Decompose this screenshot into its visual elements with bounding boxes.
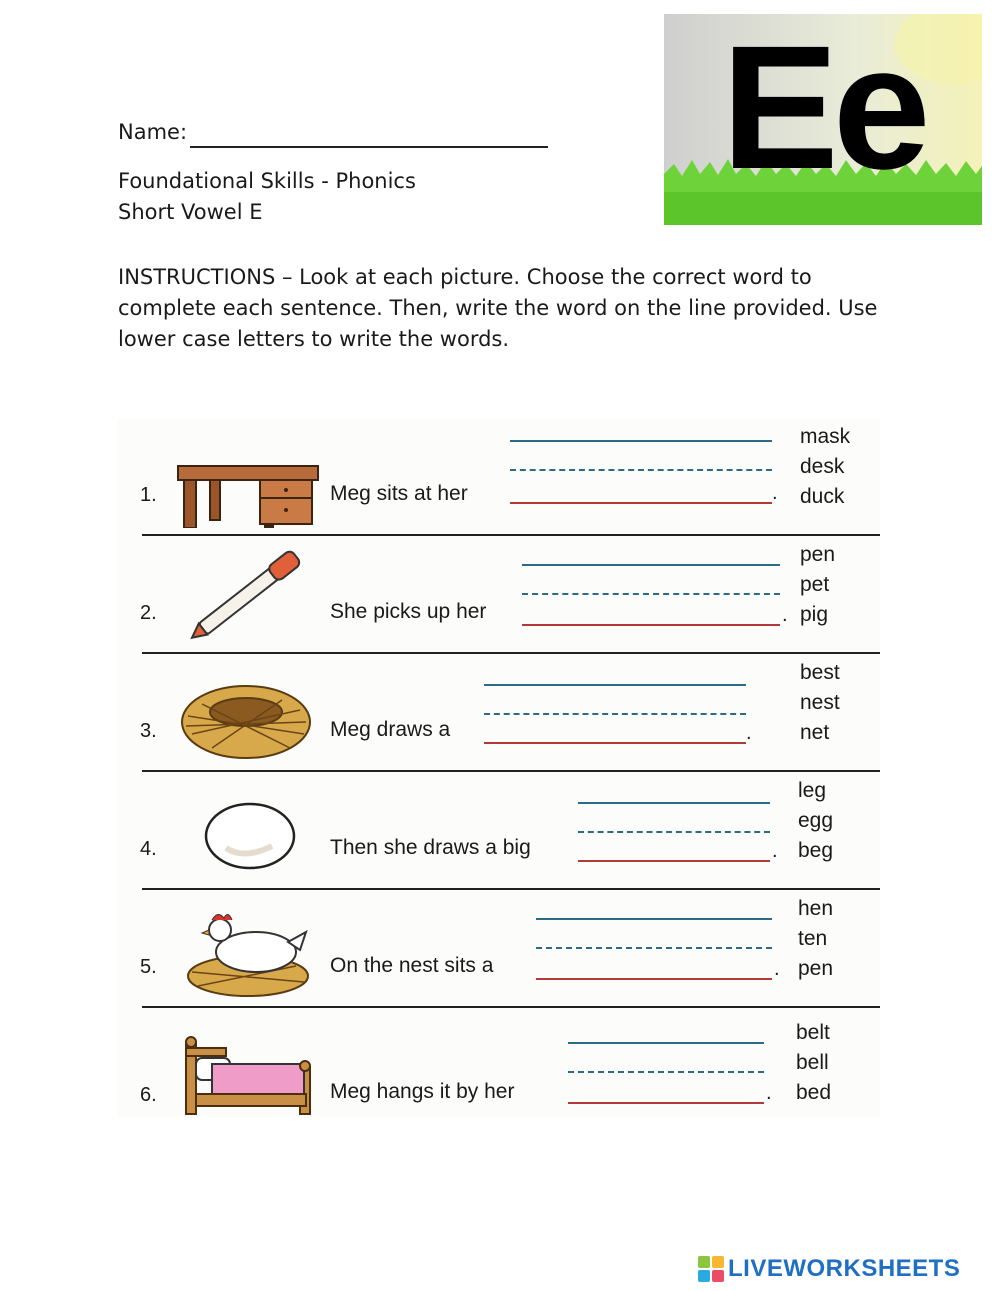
word-choices	[796, 1018, 876, 1108]
word-choice: best	[800, 661, 840, 684]
word-choice: net	[800, 721, 830, 744]
word-choice: nest	[800, 691, 840, 714]
bed-picture	[172, 1018, 322, 1118]
answer-line-2[interactable]	[522, 624, 780, 626]
sentence-text: She picks up her	[330, 600, 487, 623]
word-choice: pen	[800, 543, 836, 566]
answer-guide-mid	[510, 469, 772, 471]
word-choices	[800, 540, 880, 630]
hen-picture	[172, 900, 322, 1000]
liveworksheets-logo-icon	[698, 1256, 724, 1282]
desk-picture	[172, 428, 322, 528]
worksheet-panel	[118, 418, 880, 1118]
answer-guide-top	[568, 1042, 764, 1044]
word-choices	[800, 422, 880, 512]
answer-line-6[interactable]	[568, 1102, 764, 1104]
exercise-row-1: 1. Meg sits at her . mask desk duck	[118, 418, 880, 536]
item-number: 5.	[140, 956, 157, 978]
word-choice: pet	[800, 573, 830, 596]
word-choice: bell	[796, 1051, 829, 1074]
word-choice: duck	[800, 485, 845, 508]
answer-guide-top	[578, 802, 770, 804]
instructions-text: INSTRUCTIONS – Look at each picture. Choose the correct word to complete each sentence. Then, write the word on the line provided. Use lower case letters to write the words.	[118, 265, 878, 351]
item-number: 4.	[140, 838, 157, 860]
name-input-line[interactable]	[190, 146, 548, 148]
subject-title: Foundational Skills - Phonics	[118, 169, 416, 193]
liveworksheets-brand[interactable]	[698, 1254, 960, 1284]
answer-guide-top	[522, 564, 780, 566]
answer-line-4[interactable]	[578, 860, 770, 862]
answer-guide-mid	[568, 1071, 764, 1073]
word-choice: pen	[798, 957, 834, 980]
name-label: Name:	[118, 120, 188, 144]
answer-line-5[interactable]	[536, 978, 772, 980]
brand-name: LIVEWORKSHEETS	[728, 1255, 961, 1282]
word-choice: hen	[798, 897, 834, 920]
sentence-text: Then she draws a big	[330, 836, 531, 859]
word-choices	[800, 658, 880, 748]
answer-guide-top	[536, 918, 772, 920]
big-letter-e: Ee	[721, 14, 925, 206]
answer-guide-mid	[484, 713, 746, 715]
exercise-row-6: 6. Meg hangs it by her . belt bell bed	[118, 1008, 880, 1126]
item-number: 2.	[140, 602, 157, 624]
sentence-text: Meg hangs it by her	[330, 1080, 515, 1103]
item-number: 6.	[140, 1084, 157, 1106]
word-choice: mask	[800, 425, 851, 448]
exercise-row-3: 3. Meg draws a . best nest net	[118, 654, 880, 772]
exercise-row-2: 2. She picks up her . pen pet pig	[118, 536, 880, 654]
word-choice: desk	[800, 455, 845, 478]
nest-picture	[172, 664, 322, 764]
answer-guide-top	[484, 684, 746, 686]
word-choice: beg	[798, 839, 834, 862]
word-choice: ten	[798, 927, 828, 950]
exercise-row-4: 4. Then she draws a big . leg egg beg	[118, 772, 880, 890]
word-choices	[798, 894, 878, 984]
answer-line-3[interactable]	[484, 742, 746, 744]
answer-line-1[interactable]	[510, 502, 772, 504]
word-choice: egg	[798, 809, 834, 832]
topic-title: Short Vowel E	[118, 200, 263, 224]
answer-guide-top	[510, 440, 772, 442]
sentence-text: Meg sits at her	[330, 482, 468, 505]
letter-e-picture	[664, 14, 982, 225]
sentence-text: On the nest sits a	[330, 954, 494, 977]
answer-guide-mid	[578, 831, 770, 833]
sentence-text: Meg draws a	[330, 718, 451, 741]
answer-guide-mid	[522, 593, 780, 595]
item-number: 1.	[140, 484, 157, 506]
egg-picture	[172, 782, 322, 882]
answer-guide-mid	[536, 947, 772, 949]
pen-picture	[172, 546, 322, 646]
word-choice: leg	[798, 779, 827, 802]
word-choice: pig	[800, 603, 829, 626]
word-choices	[798, 776, 878, 866]
item-number: 3.	[140, 720, 157, 742]
word-choice: belt	[796, 1021, 830, 1044]
exercise-row-5: 5. On the nest sits a . hen ten pen	[118, 890, 880, 1008]
word-choice: bed	[796, 1081, 832, 1104]
